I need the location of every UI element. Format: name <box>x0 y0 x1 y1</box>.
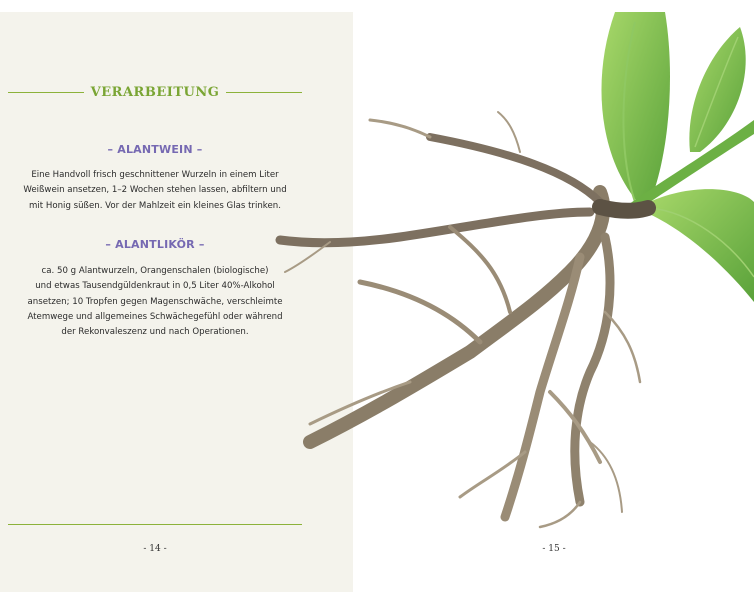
text-line: Weißwein ansetzen, 1–2 Wochen stehen lassen, abfiltern und <box>23 185 287 196</box>
bottom-rule <box>8 524 302 525</box>
header-rule-right <box>226 92 302 93</box>
section-header <box>8 80 302 104</box>
header-rule-left <box>8 92 84 93</box>
text-line: mit Honig süßen. Vor der Mahlzeit ein kleines Glas trinken. <box>29 200 281 211</box>
page-number-right: - 15 - <box>542 544 566 554</box>
leaves <box>601 12 754 302</box>
recipe-heading-alantwein: – ALANTWEIN – <box>107 143 203 156</box>
text-line: Eine Handvoll frisch geschnittener Wurzeln in einem Liter <box>31 170 279 180</box>
recipe-text-alantwein <box>0 168 310 214</box>
text-line: der Rekonvaleszenz und nach Operationen. <box>61 327 249 338</box>
page-number-left: - 14 - <box>143 544 167 554</box>
text-line: ca. 50 g Alantwurzeln, Orangenschalen (biologische) <box>41 266 269 276</box>
text-line: Atemwege und allgemeines Schwächegefühl oder während <box>27 311 283 322</box>
section-title: VERARBEITUNG <box>90 84 220 100</box>
text-line: ansetzen; 10 Tropfen gegen Magenschwäche, verschleimte <box>27 296 283 307</box>
text-line: und etwas Tausendgüldenkraut in 0,5 Liter 40%-Alkohol <box>35 281 275 292</box>
root <box>280 112 648 527</box>
elecampane-root-illustration <box>270 12 754 532</box>
recipe-heading-alantlikoer: – ALANTLIKÖR – <box>105 238 205 251</box>
recipe-text-alantlikoer <box>0 264 310 340</box>
